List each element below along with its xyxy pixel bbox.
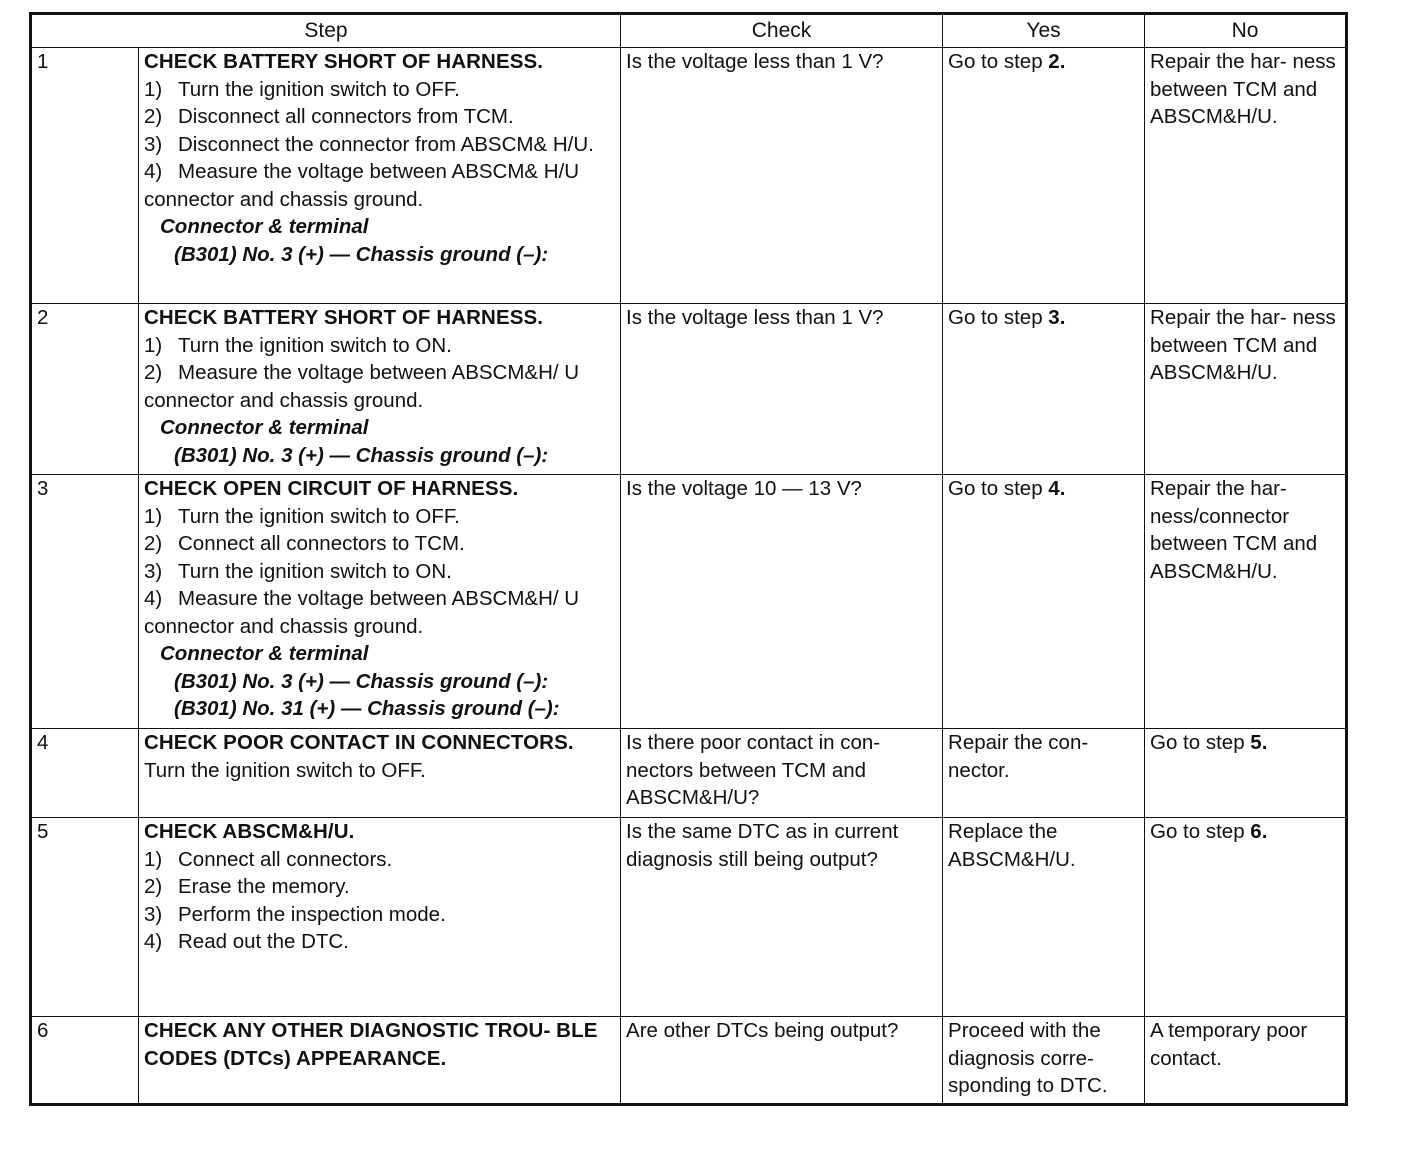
table-row (31, 304, 1347, 475)
step-title: CHECK BATTERY SHORT OF HARNESS. (144, 50, 544, 73)
step-title: CHECK POOR CONTACT IN CONNECTORS. (144, 731, 574, 754)
step-cell (139, 475, 621, 729)
instruction: 1) Turn the ignition switch to OFF. (144, 77, 460, 101)
check-cell: Are other DTCs being output? (621, 1017, 943, 1105)
instruction: 3) Disconnect the connector from ABSCM& H/U. (144, 132, 594, 156)
step-cell (139, 304, 621, 475)
table-row (31, 1017, 1347, 1105)
no-cell: Repair the har- ness/connector between TCM and ABSCM&H/U. (1145, 475, 1347, 729)
instruction: Turn the ignition switch to OFF. (144, 758, 426, 782)
check-cell: Is the voltage less than 1 V? (621, 304, 943, 475)
connector-terminal: (B301) No. 3 (+) — Chassis ground (–): (174, 669, 549, 693)
step-cell (139, 1017, 621, 1105)
table-row (31, 729, 1347, 818)
instruction: 2) Erase the memory. (144, 875, 350, 898)
instruction: 4) Measure the voltage between ABSCM&H/ U connector and chassis ground. (144, 587, 580, 638)
yes-cell: Replace the ABSCM&H/U. (943, 818, 1145, 1017)
yes-cell: Go to step 2. (943, 48, 1145, 304)
instruction: 4) Measure the voltage between ABSCM& H/U connector and chassis ground. (144, 160, 580, 211)
step-number: 5 (31, 818, 139, 1017)
no-cell: Go to step 5. (1145, 729, 1347, 818)
header-no: No (1145, 14, 1347, 48)
check-cell: Is the voltage less than 1 V? (621, 48, 943, 304)
yes-cell: Repair the con- nector. (943, 729, 1145, 818)
step-cell (139, 729, 621, 818)
yes-cell: Go to step 3. (943, 304, 1145, 475)
check-cell: Is there poor contact in con- nectors between TCM and ABSCM&H/U? (621, 729, 943, 818)
yes-cell: Go to step 4. (943, 475, 1145, 729)
check-cell: Is the same DTC as in current diagnosis still being output? (621, 818, 943, 1017)
no-cell: A temporary poor contact. (1145, 1017, 1347, 1105)
header-row (31, 14, 1347, 48)
table-row (31, 48, 1347, 304)
step-number: 3 (31, 475, 139, 729)
header-check: Check (621, 14, 943, 48)
instruction: 1) Turn the ignition switch to OFF. (144, 504, 460, 528)
step-number: 4 (31, 729, 139, 818)
yes-cell: Proceed with the diagnosis corre- sponding to DTC. (943, 1017, 1145, 1105)
connector-label: Connector & terminal (160, 416, 369, 439)
step-title: CHECK ABSCM&H/U. (144, 820, 355, 843)
step-title: CHECK OPEN CIRCUIT OF HARNESS. (144, 477, 519, 500)
step-title: CHECK ANY OTHER DIAGNOSTIC TROU- BLE CODES (DTCs) APPEARANCE. (144, 1019, 598, 1070)
step-cell (139, 818, 621, 1017)
table-row (31, 475, 1347, 729)
instruction: 4) Read out the DTC. (144, 930, 349, 953)
check-cell: Is the voltage 10 — 13 V? (621, 475, 943, 729)
instruction: 3) Perform the inspection mode. (144, 902, 446, 926)
instruction: 2) Connect all connectors to TCM. (144, 532, 465, 555)
no-cell: Repair the har- ness between TCM and ABSCM&H/U. (1145, 48, 1347, 304)
instruction: 3) Turn the ignition switch to ON. (144, 559, 452, 583)
step-cell (139, 48, 621, 304)
header-step: Step (31, 14, 621, 48)
header-yes: Yes (943, 14, 1145, 48)
no-cell: Go to step 6. (1145, 818, 1347, 1017)
instruction: 2) Measure the voltage between ABSCM&H/ U connector and chassis ground. (144, 361, 580, 412)
diagnosis-table (29, 12, 1348, 1106)
connector-terminal: (B301) No. 31 (+) — Chassis ground (–): (174, 697, 560, 720)
connector-terminal: (B301) No. 3 (+) — Chassis ground (–): (174, 242, 549, 266)
instruction: 1) Connect all connectors. (144, 847, 393, 871)
connector-terminal: (B301) No. 3 (+) — Chassis ground (–): (174, 443, 549, 467)
step-number: 1 (31, 48, 139, 304)
connector-label: Connector & terminal (160, 642, 369, 665)
connector-label: Connector & terminal (160, 215, 369, 238)
table-row (31, 818, 1347, 1017)
step-number: 2 (31, 304, 139, 475)
instruction: 2) Disconnect all connectors from TCM. (144, 105, 514, 128)
step-title: CHECK BATTERY SHORT OF HARNESS. (144, 306, 544, 329)
step-number: 6 (31, 1017, 139, 1105)
instruction: 1) Turn the ignition switch to ON. (144, 333, 452, 357)
no-cell: Repair the har- ness between TCM and ABSCM&H/U. (1145, 304, 1347, 475)
